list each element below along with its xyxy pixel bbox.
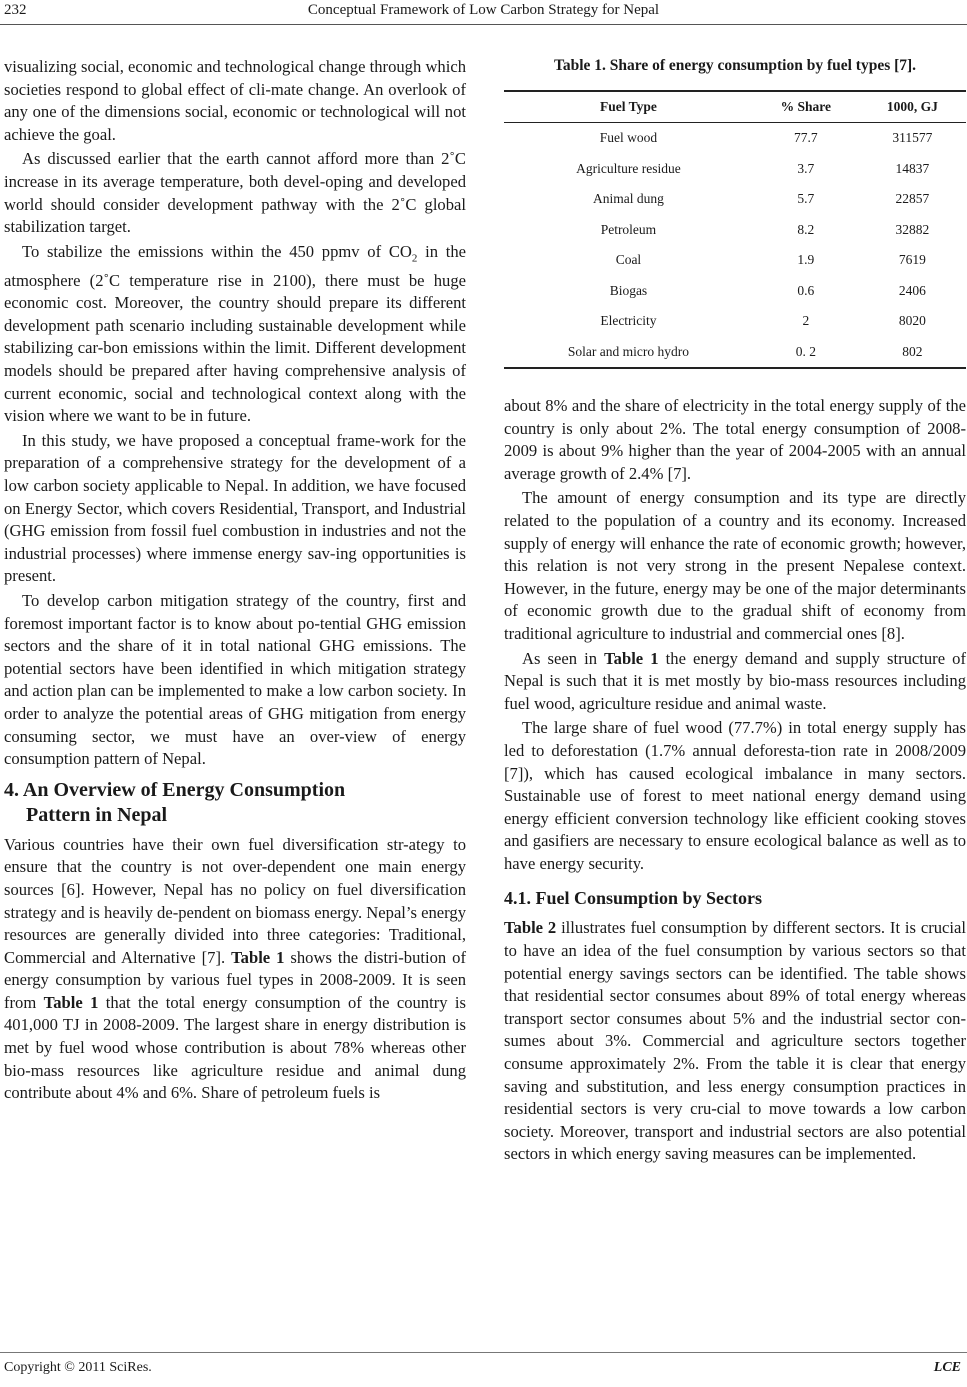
table-cell: 3.7 — [797, 160, 815, 176]
paragraph — [4, 834, 466, 1105]
table-reference-link[interactable]: Table 1 — [43, 992, 99, 1012]
column-header: 1000, GJ — [859, 91, 966, 123]
paragraph-text: illustrates fuel consumption by different sectors. It is crucial to have an idea of the fuel consumption by various sectors so that potential energy savings sectors can be identified. The table shows that residential sector consumes about 89% of total energy whereas transport sector consumes about 5% and the industrial sector con-sumes about 3%. Commercial and agriculture sectors together consume approximately 2%. From the table it is clear that energy saving and substitution, and less energy consumption practices in residential sectors is very cru-cial to move towards a low carbon society. Moreover, transport and industrial sectors are also potential sectors in which energy saving measures can be implemented. — [504, 918, 966, 1164]
table-cell: 802 — [859, 337, 966, 369]
table-reference-link[interactable]: Table 2 — [504, 918, 557, 938]
table-row — [504, 184, 966, 215]
table-1-block — [504, 56, 966, 369]
paragraph: The large share of fuel wood (77.7%) in total energy supply has led to deforestation (1.7% annual deforesta-tion rate in 2008/2009 [7]), which has caused ecological imbalance in many sectors. Sustainable use of forest to meet national energy demand using energy efficient conversion technology like efficient cooking stoves and gasifiers are necessary to ensure ecological balance as well as to have energy security. — [504, 718, 966, 873]
table-cell: Coal — [615, 252, 642, 268]
right-column — [504, 56, 966, 1166]
paragraph-text: As seen in — [522, 648, 605, 668]
paragraph — [504, 648, 966, 716]
table-cell: Agriculture residue — [576, 160, 681, 176]
table-cell: Animal dung — [593, 191, 664, 207]
section-heading-line: Pattern in Nepal — [26, 803, 168, 826]
table-row — [504, 215, 966, 246]
page-footer — [0, 1360, 967, 1384]
table-cell: 22857 — [895, 191, 930, 207]
table-cell: 8.2 — [797, 221, 815, 237]
table-cell: 0. 2 — [753, 337, 859, 369]
page-number: 232 — [4, 2, 27, 18]
copyright-notice: Copyright © 2011 SciRes. — [4, 1360, 152, 1375]
table-cell: 1.9 — [797, 252, 815, 268]
paragraph: To develop carbon mitigation strategy of the country, first and foremost important factor is to know about po-tential GHG emission sectors and the share of it in total national GHG emissions. The potential sectors have been identified in which mitigation strategy and action plan can be implemented to make a low carbon society. In order to analyze the potential areas of GHG mitigation from energy consuming sector, we must have an over-view of energy consumption pattern of Nepal. — [4, 590, 466, 769]
journal-abbreviation: LCE — [933, 1360, 961, 1375]
page-header — [0, 0, 967, 26]
header-rule — [0, 24, 967, 25]
paragraph — [4, 241, 466, 428]
footer-rule — [0, 1352, 967, 1353]
column-header: % Share — [753, 91, 859, 123]
table-cell: Fuel wood — [599, 130, 658, 146]
table-reference-link[interactable]: Table 1 — [604, 648, 659, 668]
paragraph: The amount of energy consumption and its type are directly related to the population of a country and its economy. Increased supply of energy will enhance the rate of economic growth; however, this relation is not very strong in the present Nepalese context. However, in the future, energy may be one of the major determinants of economic growth due to the gradual shift of economy from traditional agriculture to industrial and commercial ones [8]. — [504, 488, 966, 643]
table-reference-link[interactable]: Table 1 — [231, 947, 285, 967]
paragraph-text: in the atmosphere (2˚C temperature rise in 2100), there must be huge economic cost. Moreover, the country should prepare its different development path scenario including sustainable development while stabilizing car-bon emissions within the limit. Different development models should be prepared after having comprehensive analysis of current economic, social and technological context along with the vision where we want to be in future. — [4, 241, 466, 426]
table-row — [504, 245, 966, 276]
paragraph: As discussed earlier that the earth cannot afford more than 2˚C increase in its average temperature, both devel-oping and developed world should consider development pathway with the 2˚C global stabilization target. — [4, 149, 466, 237]
paragraph-text: shows the distri-bution of energy consumption by various fuel types in 2008-2009. It is seen from — [4, 947, 466, 1012]
table-cell: 0.6 — [797, 282, 815, 298]
table-caption: Table 1. Share of energy consumption by fuel types [7]. — [553, 57, 917, 74]
table-row — [504, 306, 966, 337]
section-heading-line: 4. An Overview of Energy Consumption — [4, 778, 346, 801]
subscript: 2 — [411, 252, 418, 265]
paragraph-text: the energy demand and supply structure of Nepal is such that it is met mostly by bio-mass resources including fuel wood, agriculture residue and animal waste. — [504, 648, 966, 713]
left-column — [4, 56, 466, 1105]
paragraph: In this study, we have proposed a conceptual frame-work for the preparation of a comprehensive strategy for the development of a low carbon society applicable to Nepal. In addition, we have focused on Energy Sector, which covers Residential, Transport, and Industrial (GHG emission from fossil fuel combustion in industries and not the industrial processes) where immense energy sav-ing opportunities is present. — [4, 430, 466, 586]
energy-consumption-table — [504, 90, 966, 369]
paragraph-text: that the total energy consumption of the country is 401,000 TJ in 2008-2009. The largest share in energy distribution is met by fuel wood whose contribution is about 78% whereas other bio-mass resources like agriculture residue and animal dung contribute about 4% and 6%. Share of petroleum fuels is — [4, 992, 466, 1103]
table-cell: Solar and micro hydro — [504, 337, 753, 369]
table-cell: 8020 — [898, 313, 926, 329]
table-cell: 77.7 — [794, 130, 818, 146]
paragraph: visualizing social, economic and technological change through which societies respond to global effect of cli-mate change. An overlook of any one of the dimensions social, economic or technological will not achieve the goal. — [4, 57, 466, 144]
paragraph-text: Various countries have their own fuel diversification str-ategy to ensure that the country is not over-dependent one main energy sources [6]. However, Nepal has no policy on fuel diversification strategy and is heavily de-pendent on biomass energy. Nepal’s energy resources are generally divided into three categories: Traditional, Commercial and Alternative [7]. — [4, 834, 466, 967]
subsection-heading: 4.1. Fuel Consumption by Sectors — [504, 888, 763, 909]
table-row — [504, 276, 966, 307]
section-heading — [4, 778, 466, 828]
paragraph-text: To stabilize the emissions within the 450 ppmv of CO — [22, 241, 412, 261]
table-cell: 2406 — [898, 282, 926, 298]
table-row — [504, 154, 966, 185]
table-cell: 32882 — [895, 221, 930, 237]
table-header-row — [504, 91, 966, 123]
table-cell: Petroleum — [600, 221, 657, 237]
table-cell: 14837 — [895, 160, 930, 176]
table-row — [504, 123, 966, 154]
table-cell: 2 — [802, 313, 810, 329]
table-cell: 5.7 — [797, 191, 815, 207]
table-cell: Electricity — [600, 313, 657, 329]
column-header: Fuel Type — [504, 91, 753, 123]
table-cell: Biogas — [609, 282, 648, 298]
table-cell: 7619 — [898, 252, 926, 268]
paragraph: about 8% and the share of electricity in the total energy supply of the country is only about 2%. The total energy consumption of 2008-2009 is about 9% higher than the year of 2004-2005 with an annual average growth of 2.4% [7]. — [504, 396, 966, 483]
paragraph — [504, 917, 966, 1166]
table-cell: 311577 — [892, 130, 933, 146]
running-title: Conceptual Framework of Low Carbon Strategy for Nepal — [307, 2, 660, 18]
table-row — [504, 337, 966, 369]
